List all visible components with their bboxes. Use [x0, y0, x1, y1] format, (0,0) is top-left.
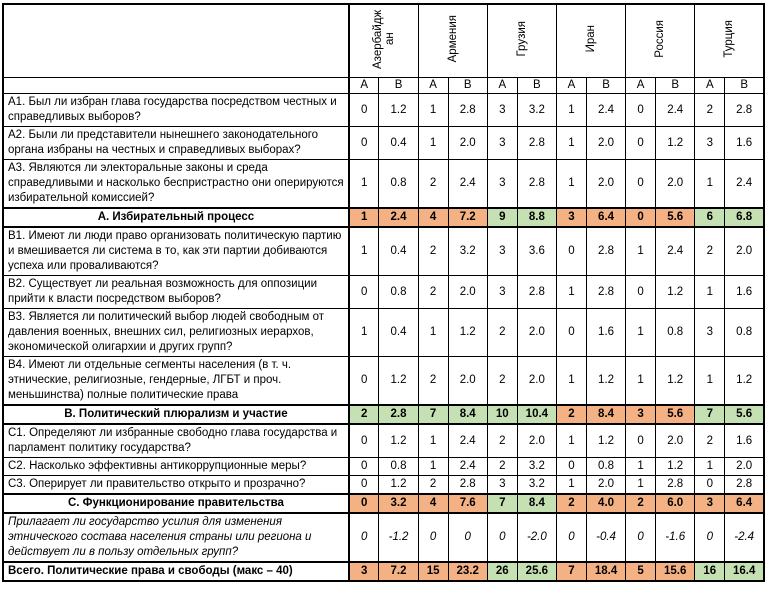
score-cell: 3 [487, 276, 517, 309]
score-cell: 3 [695, 309, 725, 357]
score-cell: 0 [556, 458, 586, 476]
score-cell: 16.4 [725, 562, 764, 581]
score-cell: 2.4 [587, 94, 626, 127]
score-cell: 2.0 [587, 160, 626, 209]
score-cell: 1 [626, 309, 656, 357]
score-cell: 2.0 [448, 357, 487, 406]
score-cell: 2.0 [517, 424, 556, 458]
score-cell: 0 [349, 357, 379, 406]
score-cell: 2 [349, 405, 379, 424]
score-cell: 0.4 [379, 309, 418, 357]
score-cell: 6 [695, 208, 725, 227]
score-cell: 0 [626, 513, 656, 562]
row-label: В4. Имеют ли отдельные сегменты населения (в т. ч. этнические, религиозные, гендерные, ЛГБТ и проч. меньшинства) полные политические права [3, 357, 349, 406]
score-cell: 0.4 [379, 227, 418, 276]
score-cell: 10.4 [517, 405, 556, 424]
score-cell: 2.8 [725, 94, 764, 127]
row-label: А. Избирательный процесс [3, 208, 349, 227]
score-cell: 2.0 [448, 127, 487, 160]
score-cell: 2.0 [656, 160, 695, 209]
score-cell: 3 [487, 227, 517, 276]
score-cell: 0 [556, 227, 586, 276]
row-label: Прилагает ли государство усилия для изменения этнического состава населения страны или региона и действует ли в пользу отдельных групп? [3, 513, 349, 562]
score-cell: 7.6 [448, 494, 487, 513]
score-cell: 1 [695, 357, 725, 406]
score-cell: 1 [418, 94, 448, 127]
row-label: А1. Был ли избран глава государства посредством честных и справедливых выборов? [3, 94, 349, 127]
score-cell: 1.2 [379, 424, 418, 458]
score-cell: 7 [487, 494, 517, 513]
country-header [626, 4, 695, 78]
score-cell: 3.2 [517, 94, 556, 127]
score-cell: 2.0 [517, 357, 556, 406]
score-cell: 1 [626, 458, 656, 476]
score-cell: 3 [487, 94, 517, 127]
row-label: А2. Были ли представители нынешнего законодательного органа избраны на честных и справедливых выборах? [3, 127, 349, 160]
score-cell: 1 [556, 94, 586, 127]
score-cell: 3 [556, 208, 586, 227]
score-cell: 5.6 [656, 405, 695, 424]
score-cell: 1 [556, 424, 586, 458]
country-label: Турция [723, 19, 736, 58]
score-cell: 2 [418, 160, 448, 209]
score-cell: 6.4 [587, 208, 626, 227]
score-cell: 1 [626, 476, 656, 495]
score-cell: 0 [448, 513, 487, 562]
score-cell: 2 [418, 227, 448, 276]
score-cell: 2.0 [517, 309, 556, 357]
score-cell: 1.2 [379, 94, 418, 127]
score-cell: 0 [556, 513, 586, 562]
score-cell: 0 [626, 208, 656, 227]
subcolumn-letter: В [379, 78, 418, 94]
score-cell: -2.0 [517, 513, 556, 562]
score-cell: 8.4 [587, 405, 626, 424]
score-cell: 3.6 [517, 227, 556, 276]
score-cell: 0 [349, 127, 379, 160]
subcolumn-letter: В [517, 78, 556, 94]
score-cell: 1.2 [587, 424, 626, 458]
score-cell: 0 [556, 309, 586, 357]
score-cell: 3 [487, 127, 517, 160]
score-cell: 0.8 [379, 458, 418, 476]
country-header [695, 4, 764, 78]
score-cell: 18.4 [587, 562, 626, 581]
table-row [3, 513, 764, 562]
score-cell: -1.2 [379, 513, 418, 562]
score-cell: 2.0 [587, 476, 626, 495]
score-cell: 2 [695, 227, 725, 276]
score-cell: 0 [349, 513, 379, 562]
country-label: Иран [585, 24, 597, 53]
row-label: С. Функционирование правительства [3, 494, 349, 513]
score-cell: 0.8 [379, 276, 418, 309]
score-cell: 6.4 [725, 494, 764, 513]
score-cell: 1.2 [448, 309, 487, 357]
score-cell: 0 [626, 424, 656, 458]
score-cell: 2.8 [448, 94, 487, 127]
row-label: В1. Имеют ли люди право организовать политическую партию и вмешивается ли система в то, как эти партии добиваются успеха или проваливаются? [3, 227, 349, 276]
score-cell: 9 [487, 208, 517, 227]
score-cell: 0 [349, 276, 379, 309]
score-cell: 2 [487, 458, 517, 476]
score-cell: 1.2 [656, 127, 695, 160]
subcolumn-letter: А [487, 78, 517, 94]
score-cell: 1.6 [725, 127, 764, 160]
score-cell: 1.6 [587, 309, 626, 357]
score-cell: 10 [487, 405, 517, 424]
score-cell: 0.4 [379, 127, 418, 160]
score-cell: 1 [418, 424, 448, 458]
country-label: Азербайджан [371, 8, 396, 69]
score-cell: 0.8 [656, 309, 695, 357]
score-cell: 2.0 [656, 424, 695, 458]
score-cell: 2.4 [448, 424, 487, 458]
score-cell: 2.8 [725, 476, 764, 495]
score-cell: 0 [487, 513, 517, 562]
score-cell: 5.6 [725, 405, 764, 424]
score-cell: 2.8 [448, 476, 487, 495]
table-row [3, 309, 764, 357]
score-cell: 15.6 [656, 562, 695, 581]
table-row [3, 357, 764, 406]
subcolumn-letter: А [556, 78, 586, 94]
score-cell: 2.0 [725, 458, 764, 476]
score-cell: 7 [695, 405, 725, 424]
score-cell: 5.6 [656, 208, 695, 227]
score-cell: 1.2 [656, 276, 695, 309]
score-cell: 1 [349, 160, 379, 209]
score-cell: 6.0 [656, 494, 695, 513]
table-row [3, 160, 764, 209]
score-cell: 1 [418, 309, 448, 357]
score-cell: 1 [349, 227, 379, 276]
score-cell: 23.2 [448, 562, 487, 581]
score-cell: 2 [487, 357, 517, 406]
score-cell: 15 [418, 562, 448, 581]
score-cell: 0.8 [725, 309, 764, 357]
score-cell: 1.2 [379, 476, 418, 495]
score-cell: 2 [487, 424, 517, 458]
country-header [349, 4, 418, 78]
score-cell: -0.4 [587, 513, 626, 562]
score-cell: 3 [487, 160, 517, 209]
subcolumn-letter: А [349, 78, 379, 94]
score-cell: 1.2 [587, 357, 626, 406]
score-cell: 3 [626, 405, 656, 424]
header-empty-cell [3, 4, 349, 78]
row-label: В2. Существует ли реальная возможность для оппозиции прийти к власти посредством выборов? [3, 276, 349, 309]
score-cell: 1 [695, 160, 725, 209]
row-label: Всего. Политические права и свободы (макс – 40) [3, 562, 349, 581]
subcolumn-letter: В [656, 78, 695, 94]
score-cell: 3 [695, 127, 725, 160]
country-header [556, 4, 625, 78]
score-cell: 0 [349, 494, 379, 513]
score-cell: 5 [626, 562, 656, 581]
score-cell: 2 [556, 494, 586, 513]
table-row [3, 208, 764, 227]
score-cell: 1 [418, 458, 448, 476]
score-cell: 0 [418, 513, 448, 562]
score-cell: 8.8 [517, 208, 556, 227]
score-cell: 4 [418, 208, 448, 227]
score-cell: 1.2 [656, 357, 695, 406]
score-cell: 2.4 [656, 94, 695, 127]
score-cell: 16 [695, 562, 725, 581]
score-cell: 2 [418, 357, 448, 406]
subcolumn-letter: А [695, 78, 725, 94]
score-cell: 1 [556, 357, 586, 406]
score-cell: 2 [418, 476, 448, 495]
row-label: В. Политический плюрализм и участие [3, 405, 349, 424]
table-row [3, 494, 764, 513]
score-cell: 0 [349, 458, 379, 476]
score-cell: 1 [556, 276, 586, 309]
country-header [487, 4, 556, 78]
score-cell: 1.2 [656, 458, 695, 476]
score-cell: 1.6 [725, 424, 764, 458]
row-label: С2. Насколько эффективны антикоррупционные меры? [3, 458, 349, 476]
score-cell: 1 [695, 458, 725, 476]
subcolumn-letter: В [725, 78, 764, 94]
score-cell: 8.4 [448, 405, 487, 424]
table-row [3, 424, 764, 458]
score-cell: 0 [626, 94, 656, 127]
row-label: В3. Является ли политический выбор людей свободным от давления военных, внешних сил, религиозных иерархов, экономической олигархии и других групп? [3, 309, 349, 357]
score-cell: 2.4 [448, 458, 487, 476]
row-label: С3. Оперирует ли правительство открыто и прозрачно? [3, 476, 349, 495]
score-cell: 1 [626, 227, 656, 276]
score-cell: 1 [695, 276, 725, 309]
score-cell: 7 [556, 562, 586, 581]
row-label: С1. Определяют ли избранные свободно глава государства и парламент политику государства? [3, 424, 349, 458]
table-body [3, 4, 764, 581]
score-cell: 4.0 [587, 494, 626, 513]
score-cell: 0 [349, 94, 379, 127]
score-cell: 3.2 [517, 476, 556, 495]
score-cell: 2.4 [379, 208, 418, 227]
score-cell: -1.6 [656, 513, 695, 562]
row-label: А3. Являются ли электоральные законы и среда справедливыми и насколько беспристрастно они оперируются избирательной комиссией? [3, 160, 349, 209]
table-row [3, 562, 764, 581]
score-cell: 0 [695, 476, 725, 495]
score-cell: 2.8 [517, 160, 556, 209]
score-cell: 2.8 [517, 127, 556, 160]
score-cell: 1 [349, 208, 379, 227]
table-row [3, 458, 764, 476]
score-cell: 2 [556, 405, 586, 424]
score-cell: 0.8 [587, 458, 626, 476]
score-cell: 0 [349, 476, 379, 495]
table-row [3, 276, 764, 309]
score-cell: 0 [626, 127, 656, 160]
score-cell: 0 [349, 424, 379, 458]
score-cell: 2.0 [448, 276, 487, 309]
table-row [3, 127, 764, 160]
score-cell: 1 [349, 309, 379, 357]
score-cell: 0 [626, 276, 656, 309]
subcolumn-letter: А [626, 78, 656, 94]
table-row [3, 94, 764, 127]
country-header-row [3, 4, 764, 78]
country-label: Грузия [515, 20, 528, 57]
score-cell: 2 [418, 276, 448, 309]
score-cell: 0.8 [379, 160, 418, 209]
score-cell: 1.6 [725, 276, 764, 309]
score-cell: 2.0 [587, 127, 626, 160]
score-cell: 3.2 [517, 458, 556, 476]
score-cell: 2.0 [725, 227, 764, 276]
score-cell: 2.8 [587, 276, 626, 309]
country-header [418, 4, 487, 78]
score-cell: 1 [418, 127, 448, 160]
score-cell: 2 [695, 424, 725, 458]
subcolumn-letter: В [587, 78, 626, 94]
table-row [3, 476, 764, 495]
score-cell: 3 [695, 494, 725, 513]
score-cell: 4 [418, 494, 448, 513]
score-cell: 26 [487, 562, 517, 581]
score-cell: 2.8 [517, 276, 556, 309]
score-cell: 3 [487, 476, 517, 495]
score-cell: 2 [695, 94, 725, 127]
subcolumn-letter: В [448, 78, 487, 94]
score-cell: 3.2 [448, 227, 487, 276]
score-cell: -2.4 [725, 513, 764, 562]
score-cell: 2 [626, 494, 656, 513]
score-cell: 25.6 [517, 562, 556, 581]
score-cell: 2.8 [656, 476, 695, 495]
score-cell: 1.2 [725, 357, 764, 406]
score-cell: 2.8 [587, 227, 626, 276]
score-cell: 0 [626, 160, 656, 209]
score-cell: 1 [556, 127, 586, 160]
score-cell: 2.8 [379, 405, 418, 424]
score-cell: 2.4 [656, 227, 695, 276]
country-label: Россия [654, 19, 667, 58]
table-row [3, 227, 764, 276]
score-cell: 1 [626, 357, 656, 406]
score-cell: 3 [349, 562, 379, 581]
score-cell: 1 [556, 160, 586, 209]
header-empty-cell [3, 78, 349, 94]
political-rights-scores-table [2, 3, 765, 582]
country-label: Армения [446, 14, 459, 63]
score-cell: 2.4 [448, 160, 487, 209]
score-cell: 7.2 [379, 562, 418, 581]
score-cell: 2.4 [725, 160, 764, 209]
subcolumn-header-row [3, 78, 764, 94]
score-cell: 7 [418, 405, 448, 424]
score-cell: 6.8 [725, 208, 764, 227]
score-cell: 1.2 [379, 357, 418, 406]
score-cell: 0 [695, 513, 725, 562]
score-cell: 7.2 [448, 208, 487, 227]
score-cell: 3.2 [379, 494, 418, 513]
score-cell: 2 [487, 309, 517, 357]
subcolumn-letter: А [418, 78, 448, 94]
table-row [3, 405, 764, 424]
score-cell: 1 [556, 476, 586, 495]
score-cell: 8.4 [517, 494, 556, 513]
